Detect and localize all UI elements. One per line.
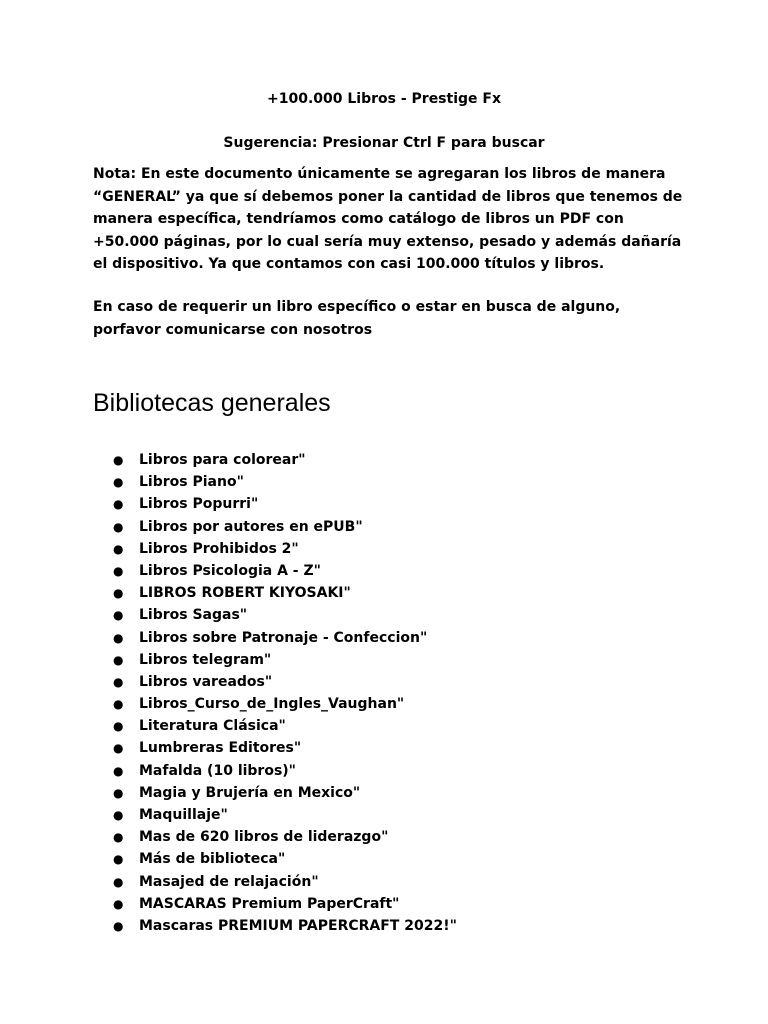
bullet-icon: ●: [113, 763, 124, 778]
book-title: Libros telegram": [139, 651, 272, 668]
book-title: Libros_Curso_de_Ingles_Vaughan": [139, 696, 405, 713]
book-title: Lumbreras Editores": [139, 740, 302, 757]
bullet-icon: ●: [113, 630, 124, 645]
book-title: Más de biblioteca": [139, 851, 286, 868]
bullet-icon: ●: [113, 785, 124, 800]
bullet-icon: ●: [113, 896, 124, 911]
section-heading: Bibliotecas generales: [93, 389, 331, 417]
contact-request-paragraph: En caso de requerir un libro específico o estar en busca de alguno, porfavor comunicarse con nosotros: [93, 299, 621, 338]
search-suggestion: Sugerencia: Presionar Ctrl F para buscar: [223, 135, 545, 151]
book-title: LIBROS ROBERT KIYOSAKI": [139, 585, 351, 602]
book-title: Libros Psicologia A - Z": [139, 562, 321, 579]
bullet-icon: ●: [113, 519, 124, 534]
bullet-icon: ●: [113, 741, 124, 756]
book-title: Magia y Brujería en Mexico": [139, 784, 361, 801]
book-title: Libros por autores en ePUB": [139, 518, 363, 535]
book-title: Libros Popurri": [139, 496, 259, 513]
bullet-icon: ●: [113, 719, 124, 734]
book-title: Libros vareados": [139, 673, 273, 690]
bullet-icon: ●: [113, 674, 124, 689]
book-title: Masajed de relajación": [139, 873, 319, 890]
bullet-icon: ●: [113, 586, 124, 601]
bullet-icon: ●: [113, 563, 124, 578]
bullet-icon: ●: [113, 652, 124, 667]
book-title: Libros sobre Patronaje - Confeccion": [139, 629, 428, 646]
bullet-icon: ●: [113, 830, 124, 845]
book-title: Mascaras PREMIUM PAPERCRAFT 2022!": [139, 917, 457, 934]
bullet-icon: ●: [113, 497, 124, 512]
bullet-icon: ●: [113, 852, 124, 867]
bullet-icon: ●: [113, 475, 124, 490]
book-title: Libros Sagas": [139, 607, 248, 624]
note-paragraph: Nota: En este documento únicamente se agregaran los libros de manera “GENERAL” ya que sí debemos poner la cantidad de libros que tenemos de manera específica, tendríamos como catálogo de libros un PDF con +50.000 páginas, por lo cual sería muy extenso, pesado y además dañaría el dispositivo. Ya que contamos con casi 100.000 títulos y libros.: [93, 166, 683, 272]
book-title: Libros Piano": [139, 474, 244, 491]
bullet-icon: ●: [113, 608, 124, 623]
book-title: Libros Prohibidos 2": [139, 540, 299, 557]
book-title: Mas de 620 libros de liderazgo": [139, 829, 389, 846]
bullet-icon: ●: [113, 918, 124, 933]
book-title: Libros para colorear": [139, 452, 306, 468]
bullet-icon: ●: [113, 874, 124, 889]
bullet-icon: ●: [113, 697, 124, 712]
bullet-icon: ●: [113, 541, 124, 556]
bullet-icon: ●: [113, 808, 124, 822]
bullet-icon: ●: [113, 453, 124, 467]
document-title: +100.000 Libros - Prestige Fx: [267, 91, 501, 107]
book-title: MASCARAS Premium PaperCraft": [139, 895, 400, 912]
book-title: Maquillaje": [139, 807, 228, 823]
book-title: Literatura Clásica": [139, 718, 286, 735]
book-title: Mafalda (10 libros)": [139, 762, 296, 779]
